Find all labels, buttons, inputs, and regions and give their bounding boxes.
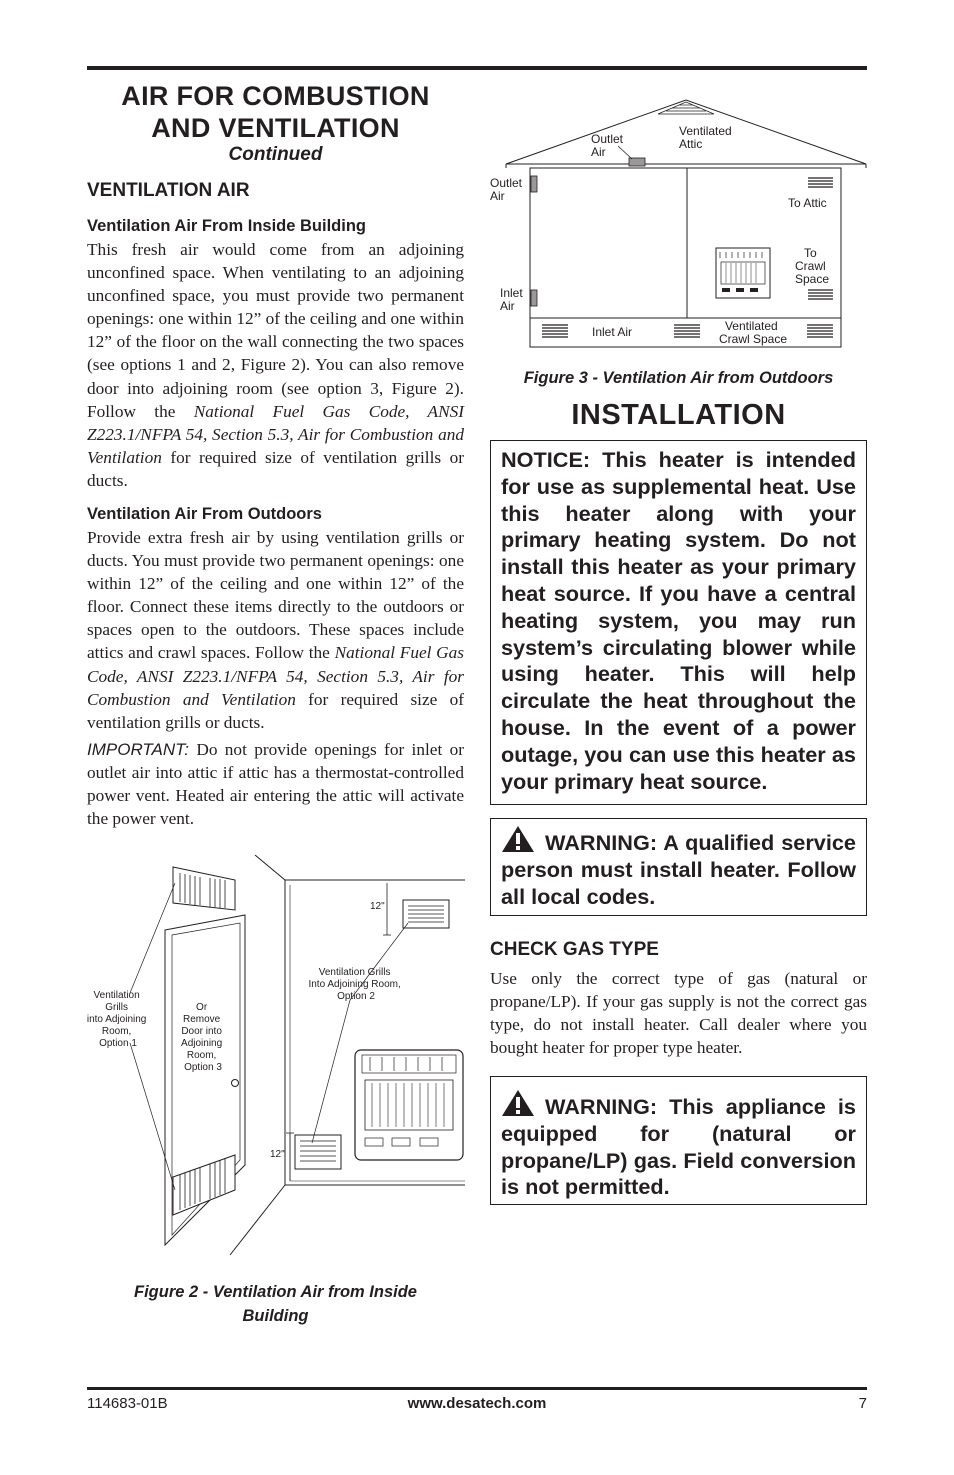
fig2-option1-label: Ventilation Grills into Adjoining Room, Option 1 xyxy=(86,990,147,1049)
fig3-outlet-air-attic: Outlet Air xyxy=(591,132,624,159)
floor-grill-2 xyxy=(674,325,700,337)
check-gas-heading: CHECK GAS TYPE xyxy=(490,939,659,960)
fig3-ventilated-crawl-space: Ventilated Crawl Space xyxy=(718,319,788,346)
ventilation-air-heading: VENTILATION AIR xyxy=(87,180,250,201)
fig3-outlet-air-wall: Outlet Air xyxy=(490,176,523,203)
figure3-illustration xyxy=(486,96,871,358)
fig2-option3-label: Or Remove Door into Adjoining Room, Option 3 xyxy=(181,1002,223,1073)
footer-doc-number: 114683-01B xyxy=(87,1395,168,1412)
important-text: Do not provide openings for inlet or outlet air into attic if attic has a thermostat-controlled power vent. Heated air entering the attic will activate the power vent. xyxy=(87,740,464,829)
door-knob xyxy=(232,1080,239,1087)
floor-left-line xyxy=(230,1185,285,1255)
figure2-caption xyxy=(87,1280,464,1328)
outdoors-heading: Ventilation Air From Outdoors xyxy=(87,505,322,523)
footer-rule xyxy=(87,1387,867,1390)
fig3-to-attic: To Attic xyxy=(788,196,827,210)
grill-top-left xyxy=(173,867,235,910)
outdoors-para-code-ref: National Fuel Gas Code, ANSI Z223.1/NFPA 54, Section 5.3, Air for Combustion and Ventilation xyxy=(87,643,464,709)
grill-top-right xyxy=(403,900,449,928)
to-crawl-grill xyxy=(808,290,833,299)
warning-triangle-icon xyxy=(501,825,535,853)
warning-triangle-icon xyxy=(501,1089,535,1117)
inside-building-heading: Ventilation Air From Inside Building xyxy=(87,217,366,235)
outdoors-para-part2: for required size of ventilation grills or ducts. xyxy=(87,689,464,732)
wall-heater xyxy=(355,1050,463,1160)
footer-page-number: 7 xyxy=(858,1395,867,1412)
title-line-1: AIR FOR COMBUSTION xyxy=(121,81,430,111)
ceiling-left-line xyxy=(255,855,285,880)
top-rule xyxy=(87,66,867,70)
figure3-heater xyxy=(716,248,770,298)
roof-vent xyxy=(658,102,714,114)
grill-bottom-right xyxy=(295,1135,341,1169)
attic-outlet-vent xyxy=(629,158,645,166)
floor-grill-1 xyxy=(542,325,568,337)
warning2-text: WARNING: This appliance is equipped for (natural or propane/LP) gas. Field conversion is not permitted. xyxy=(501,1094,856,1200)
to-attic-grill xyxy=(808,178,833,187)
house-outline xyxy=(530,168,841,347)
notice-box xyxy=(490,440,867,805)
fig2-option2-label: Ventilation Grills Into Adjoining Room, Option 2 xyxy=(308,967,401,1002)
warning2-paragraph xyxy=(501,1089,856,1201)
warning1-text: WARNING: A qualified service person must install heater. Follow all local codes. xyxy=(501,830,856,909)
fig3-inlet-air-floor: Inlet Air xyxy=(592,325,633,339)
footer-website: www.desatech.com xyxy=(407,1395,547,1412)
fig2-dim-bottom: 12" xyxy=(270,1149,285,1160)
inside-building-paragraph xyxy=(87,238,464,492)
outdoors-para-part1: Provide extra fresh air by using ventilation grills or ducts. You must provide two permanent openings: one within 12” of the ceiling and one within 12” of the floor. Connect these items directly to the outdoors or spaces open to the outdoors. These spaces include attics and crawl spaces. Follow the xyxy=(87,528,464,663)
outdoors-paragraph xyxy=(87,526,464,734)
inside-para-part1: This fresh air would come from an adjoining unconfined space. When ventilating to an adjoining unconfined space, you must provide two permanent openings: one within 12” of the ceiling and one within 12” of the floor on the wall connecting the two spaces (see options 1 and 2, Figure 2). You can also remove door into adjoining room (see option 3, Figure 2). Follow the xyxy=(87,240,464,421)
floor-grill-3 xyxy=(807,325,833,337)
important-label: IMPORTANT: xyxy=(87,740,189,759)
warning1-paragraph xyxy=(501,825,856,910)
notice-text: NOTICE: This heater is intended for use as supplemental heat. Use this heater along with your primary heating system. Do not install this heater as your primary heat source. If you have a central heating system, you may run system’s circulating blower while using heater. This will help circulate the heat throughout the house. In the event of a power outage, you can use this heater as your primary heat source. xyxy=(501,447,856,794)
figure2-caption-line1: Figure 2 - Ventilation Air from Inside xyxy=(134,1283,417,1301)
figure3-caption: Figure 3 - Ventilation Air from Outdoors xyxy=(523,369,834,387)
warning-box-2 xyxy=(490,1076,867,1205)
wall-inlet-vent xyxy=(531,290,537,306)
installation-heading: INSTALLATION xyxy=(571,399,786,431)
fig3-inlet-air-wall: Inlet Air xyxy=(500,286,523,313)
inside-para-code-ref: National Fuel Gas Code, ANSI Z223.1/NFPA 54, Section 5.3, Air for Combustion and Ventilation xyxy=(87,401,464,467)
figure2-caption-line2: Building xyxy=(242,1307,309,1325)
fig3-to-crawl-space: To Crawl Space xyxy=(794,246,830,286)
warning-box-1 xyxy=(490,818,867,916)
fig3-ventilated-attic: Ventilated Attic xyxy=(679,124,732,151)
inside-para-part2: for required size of ventilation grills or ducts. xyxy=(87,447,464,490)
fig2-dim-top: 12" xyxy=(370,901,385,912)
wall-outlet-vent xyxy=(531,176,537,192)
section-title xyxy=(87,80,464,166)
title-continued: Continued xyxy=(228,144,323,165)
important-paragraph xyxy=(87,738,464,830)
figure2-illustration xyxy=(80,855,470,1265)
title-line-2: AND VENTILATION xyxy=(151,113,400,143)
check-gas-paragraph: Use only the correct type of gas (natural or propane/LP). If your gas supply is not the correct gas type, do not install heater. Call dealer where you bought heater for proper type heater. xyxy=(490,969,867,1058)
